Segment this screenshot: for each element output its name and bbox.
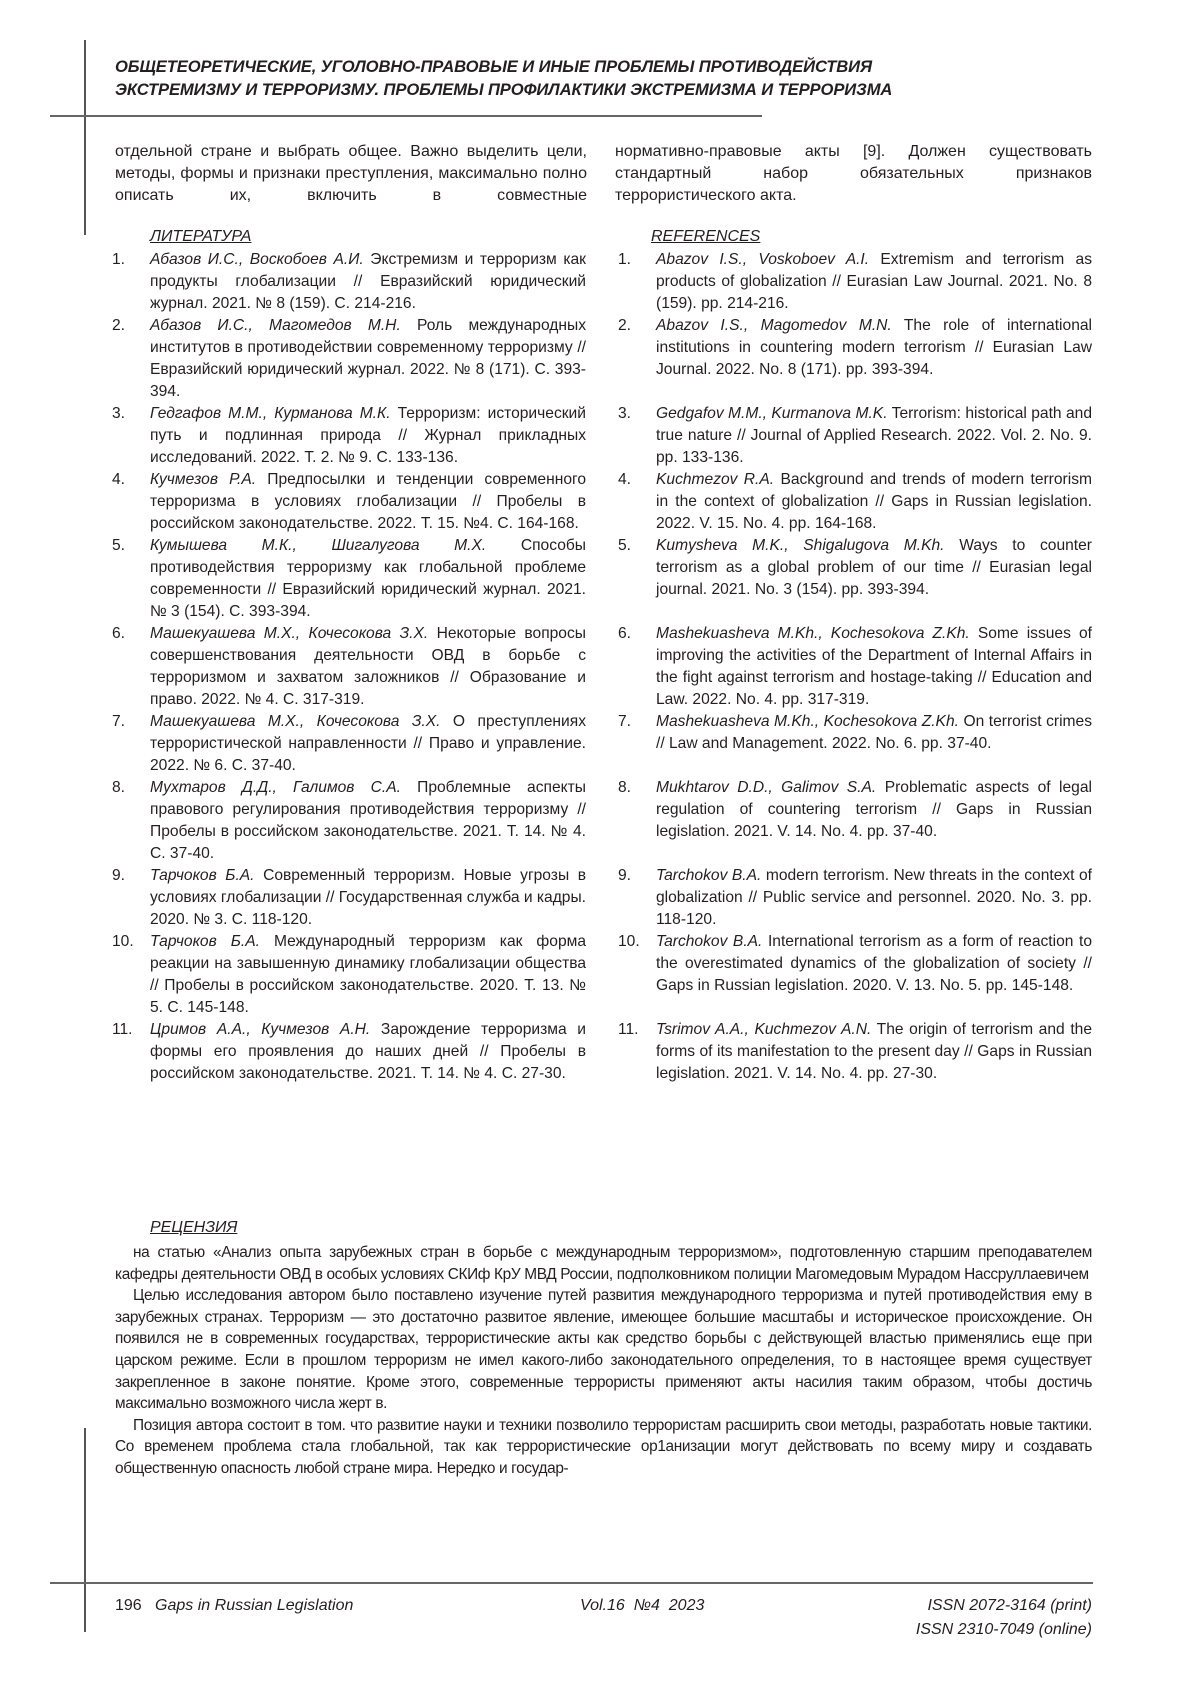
reference-authors: Абазов И.С., Магомедов М.Н.: [150, 317, 401, 334]
reference-body: [150, 865, 586, 931]
running-head: [115, 55, 1115, 101]
reference-item-ru: [112, 623, 586, 711]
reference-number: 1.: [112, 249, 150, 315]
reference-title: Способы противодействия терроризму как глобальной проблеме современности // Евразийский юридический журнал. 2021. № 3 (154). С. 393-394.: [150, 537, 586, 620]
issue-info: Vol.16 №4 2023: [580, 1594, 704, 1618]
reference-item-en: [618, 865, 1092, 931]
reference-body: [150, 469, 586, 535]
reference-authors: Гедгафов М.М., Курманова М.К.: [150, 405, 391, 422]
reference-item-ru: [112, 711, 586, 777]
margin-line-bottom: [84, 1428, 86, 1632]
reference-body: [150, 711, 586, 777]
intro-text-right: нормативно-правовые акты [9]. Должен существовать стандартный набор обязательных признаков террористического акта.: [615, 141, 1092, 207]
reference-title: Терроризм: исторический путь и подлинная природа // Журнал прикладных исследований. 2022. Т. 2. № 9. С. 133-136.: [150, 405, 586, 466]
reference-title: International terrorism as a form of reaction to the overestimated dynamics of the globalization of society // Gaps in Russian legislation. 2020. V. 13. No. 5. pp. 145-148.: [656, 933, 1092, 994]
reference-title: Terrorism: historical path and true nature // Journal of Applied Research. 2022. Vol. 2. No. 9. pp. 133-136.: [656, 405, 1092, 466]
reference-number: 6.: [112, 623, 150, 711]
review-text: [115, 1242, 1092, 1480]
reference-item-en: [618, 711, 1092, 777]
reference-number: 4.: [618, 469, 656, 535]
reference-item-en: [618, 931, 1092, 1019]
references-heading: REFERENCES: [651, 226, 760, 248]
reference-authors: Tarchokov B.A.: [656, 867, 761, 884]
reference-title: Some issues of improving the activities of the Department of Internal Affairs in the fight against terrorism and hostage-taking // Education and Law. 2022. No. 4. pp. 317-319.: [656, 625, 1092, 708]
reference-title: Некоторые вопросы совершенствования деятельности ОВД в борьбе с терроризмом и захватом заложников // Образование и право. 2022. № 4. С. 317-319.: [150, 625, 586, 708]
reference-body: [656, 931, 1092, 1019]
reference-title: Ways to counter terrorism as a global problem of our time // Eurasian legal journal. 2021. No. 3 (154). pp. 393-394.: [656, 537, 1092, 598]
reference-lists: [112, 249, 1092, 1085]
reference-authors: Kumysheva M.K., Shigalugova M.Kh.: [656, 537, 945, 554]
issn-online: ISSN 2310-7049 (online): [916, 1618, 1092, 1642]
review-paragraph: Целью исследования автором было поставлено изучение путей развития международного терроризма и путей противодействия ему в зарубежных странах. Терроризм — это достаточно развитое явление, имеющее большие масштабы и историческое происхождение. Он появился не в современных государствах, террористические акты как средство борьбы с действующей властью применялись еще при царском режиме. Если в прошлом терроризм не имел какого-либо законодательного определения, то в настоящее время существует закрепленное в законе понятие. Кроме этого, современные террористы применяют акты насилия таким образом, чтобы достичь максимально возможного числа жерт в.: [115, 1285, 1092, 1415]
reference-body: [150, 315, 586, 403]
reference-body: [150, 535, 586, 623]
reference-title: Проблемные аспекты правового регулирования противодействия терроризму // Пробелы в российском законодательстве. 2021. Т. 14. № 4. С. 37-40.: [150, 779, 586, 862]
reference-authors: Kuchmezov R.A.: [656, 471, 774, 488]
reference-item-ru: [112, 403, 586, 469]
reference-item-ru: [112, 865, 586, 931]
reference-item-en: [618, 777, 1092, 865]
reference-title: Зарождение терроризма и формы его проявления до наших дней // Пробелы в российском законодательстве. 2021. Т. 14. № 4. С. 27-30.: [150, 1021, 586, 1082]
reference-authors: Abazov I.S., Voskoboev A.I.: [656, 251, 869, 268]
running-head-line-2: ЭКСТРЕМИЗМУ И ТЕРРОРИЗМУ. ПРОБЛЕМЫ ПРОФИЛАКТИКИ ЭКСТРЕМИЗМА И ТЕРРОРИЗМА: [115, 78, 1115, 101]
reference-item-en: [618, 623, 1092, 711]
reference-body: [656, 623, 1092, 711]
reference-number: 5.: [618, 535, 656, 623]
reference-authors: Тарчоков Б.А.: [150, 933, 260, 950]
reference-item-ru: [112, 249, 586, 315]
reference-authors: Abazov I.S., Magomedov M.N.: [656, 317, 892, 334]
review-heading: РЕЦЕНЗИЯ: [150, 1217, 237, 1239]
reference-authors: Мухтаров Д.Д., Галимов С.А.: [150, 779, 401, 796]
reference-body: [656, 315, 1092, 403]
reference-number: 5.: [112, 535, 150, 623]
page-number: 196: [115, 1597, 142, 1614]
reference-body: [150, 1019, 586, 1085]
reference-number: 9.: [618, 865, 656, 931]
reference-title: Problematic aspects of legal regulation of countering terrorism // Gaps in Russian legislation. 2021. V. 14. No. 4. pp. 37-40.: [656, 779, 1092, 840]
reference-authors: Машекуашева М.Х., Кочесокова З.Х.: [150, 713, 440, 730]
reference-number: 6.: [618, 623, 656, 711]
review-paragraph: на статью «Анализ опыта зарубежных стран в борьбе с международным терроризмом», подготовленную старшим преподавателем кафедры деятельности ОВД в особых условиях СКИф КрУ МВД России, подполковником полиции Магомедовым Мурадом Нассруллаевичем: [115, 1242, 1092, 1285]
reference-body: [656, 403, 1092, 469]
reference-number: 9.: [112, 865, 150, 931]
issn-block: [916, 1594, 1092, 1642]
reference-authors: Gedgafov M.M., Kurmanova M.K.: [656, 405, 888, 422]
reference-title: Роль международных институтов в противодействии современному терроризму // Евразийский юридический журнал. 2022. № 8 (171). С. 393-394.: [150, 317, 586, 400]
journal-name: Gaps in Russian Legislation: [155, 1597, 353, 1614]
reference-number: 3.: [112, 403, 150, 469]
reference-item-ru: [112, 535, 586, 623]
reference-title: Background and trends of modern terrorism in the context of globalization // Gaps in Russian legislation. 2022. V. 15. No. 4. pp. 164-168.: [656, 471, 1092, 532]
reference-title: Современный терроризм. Новые угрозы в условиях глобализации // Государственная служба и кадры. 2020. № 3. С. 118-120.: [150, 867, 586, 928]
reference-number: 11.: [112, 1019, 150, 1085]
reference-authors: Кумышева М.К., Шигалугова М.Х.: [150, 537, 486, 554]
reference-title: On terrorist crimes // Law and Management. 2022. No. 6. pp. 37-40.: [656, 713, 1092, 752]
reference-item-ru: [112, 1019, 586, 1085]
reference-authors: Tarchokov B.A.: [656, 933, 762, 950]
reference-authors: Абазов И.С., Воскобоев А.И.: [150, 251, 364, 268]
reference-number: 1.: [618, 249, 656, 315]
header-rule: [50, 115, 762, 117]
running-head-line-1: ОБЩЕТЕОРЕТИЧЕСКИЕ, УГОЛОВНО-ПРАВОВЫЕ И ИНЫЕ ПРОБЛЕМЫ ПРОТИВОДЕЙСТВИЯ: [115, 55, 1115, 78]
reference-title: modern terrorism. New threats in the context of globalization // Public service and personnel. 2020. No. 3. pp. 118-120.: [656, 867, 1092, 928]
reference-title: Extremism and terrorism as products of globalization // Eurasian Law Journal. 2021. No. 8 (159). pp. 214-216.: [656, 251, 1092, 312]
reference-number: 7.: [112, 711, 150, 777]
reference-title: Международный терроризм как форма реакции на завышенную динамику глобализации общества // Пробелы в российском законодательстве. 2020. Т. 13. № 5. С. 145-148.: [150, 933, 586, 1016]
intro-text-left: отдельной стране и выбрать общее. Важно выделить цели, методы, формы и признаки преступления, максимально полно описать их, включить в совместные: [115, 141, 587, 207]
reference-title: Предпосылки и тенденции современного терроризма в условиях глобализации // Пробелы в российском законодательстве. 2022. Т. 15. №4. С. 164-168.: [150, 471, 586, 532]
reference-authors: Тарчоков Б.А.: [150, 867, 255, 884]
reference-item-en: [618, 469, 1092, 535]
reference-item-en: [618, 535, 1092, 623]
reference-item-en: [618, 1019, 1092, 1085]
literature-heading: ЛИТЕРАТУРА: [150, 226, 251, 248]
reference-item-en: [618, 315, 1092, 403]
reference-body: [656, 711, 1092, 777]
reference-authors: Кучмезов Р.А.: [150, 471, 256, 488]
reference-number: 2.: [618, 315, 656, 403]
reference-item-en: [618, 403, 1092, 469]
reference-number: 10.: [618, 931, 656, 1019]
reference-item-ru: [112, 315, 586, 403]
reference-authors: Машекуашева М.Х., Кочесокова З.Х.: [150, 625, 428, 642]
reference-number: 10.: [112, 931, 150, 1019]
reference-authors: Mashekuasheva M.Kh., Kochesokova Z.Kh.: [656, 625, 970, 642]
reference-body: [150, 249, 586, 315]
reference-body: [656, 535, 1092, 623]
reference-body: [656, 1019, 1092, 1085]
reference-body: [150, 403, 586, 469]
reference-body: [150, 931, 586, 1019]
reference-number: 3.: [618, 403, 656, 469]
margin-line-top: [84, 40, 86, 235]
reference-authors: Mashekuasheva M.Kh., Kochesokova Z.Kh.: [656, 713, 959, 730]
reference-body: [656, 777, 1092, 865]
reference-title: The origin of terrorism and the forms of its manifestation to the present day // Gaps in Russian legislation. 2021. V. 14. No. 4. pp. 27-30.: [656, 1021, 1092, 1082]
reference-body: [656, 249, 1092, 315]
reference-item-ru: [112, 931, 586, 1019]
reference-item-en: [618, 249, 1092, 315]
reference-body: [150, 623, 586, 711]
reference-body: [656, 469, 1092, 535]
reference-number: 4.: [112, 469, 150, 535]
reference-title: Экстремизм и терроризм как продукты глобализации // Евразийский юридический журнал. 2021. № 8 (159). С. 214-216.: [150, 251, 586, 312]
reference-item-ru: [112, 777, 586, 865]
reference-number: 7.: [618, 711, 656, 777]
reference-number: 8.: [112, 777, 150, 865]
reference-title: The role of international institutions in countering modern terrorism // Eurasian Law Journal. 2022. No. 8 (171). pp. 393-394.: [656, 317, 1092, 378]
reference-authors: Tsrimov A.A., Kuchmezov A.N.: [656, 1021, 871, 1038]
reference-body: [656, 865, 1092, 931]
reference-authors: Цримов А.А., Кучмезов А.Н.: [150, 1021, 370, 1038]
footer-left: [115, 1594, 353, 1618]
reference-number: 11.: [618, 1019, 656, 1085]
reference-body: [150, 777, 586, 865]
reference-title: О преступлениях террористической направленности // Право и управление. 2022. № 6. С. 37-40.: [150, 713, 586, 774]
footer-rule: [50, 1582, 1093, 1584]
issn-print: ISSN 2072-3164 (print): [916, 1594, 1092, 1618]
reference-number: 8.: [618, 777, 656, 865]
reference-item-ru: [112, 469, 586, 535]
reference-authors: Mukhtarov D.D., Galimov S.A.: [656, 779, 876, 796]
review-paragraph: Позиция автора состоит в том. что развитие науки и техники позволило террористам расширить свои методы, разработать новые тактики. Со временем проблема стала глобальной, так как террористические ор1анизации могут действовать по всему миру и создавать общественную опасность любой стране мира. Нередко и государ-: [115, 1415, 1092, 1480]
reference-number: 2.: [112, 315, 150, 403]
